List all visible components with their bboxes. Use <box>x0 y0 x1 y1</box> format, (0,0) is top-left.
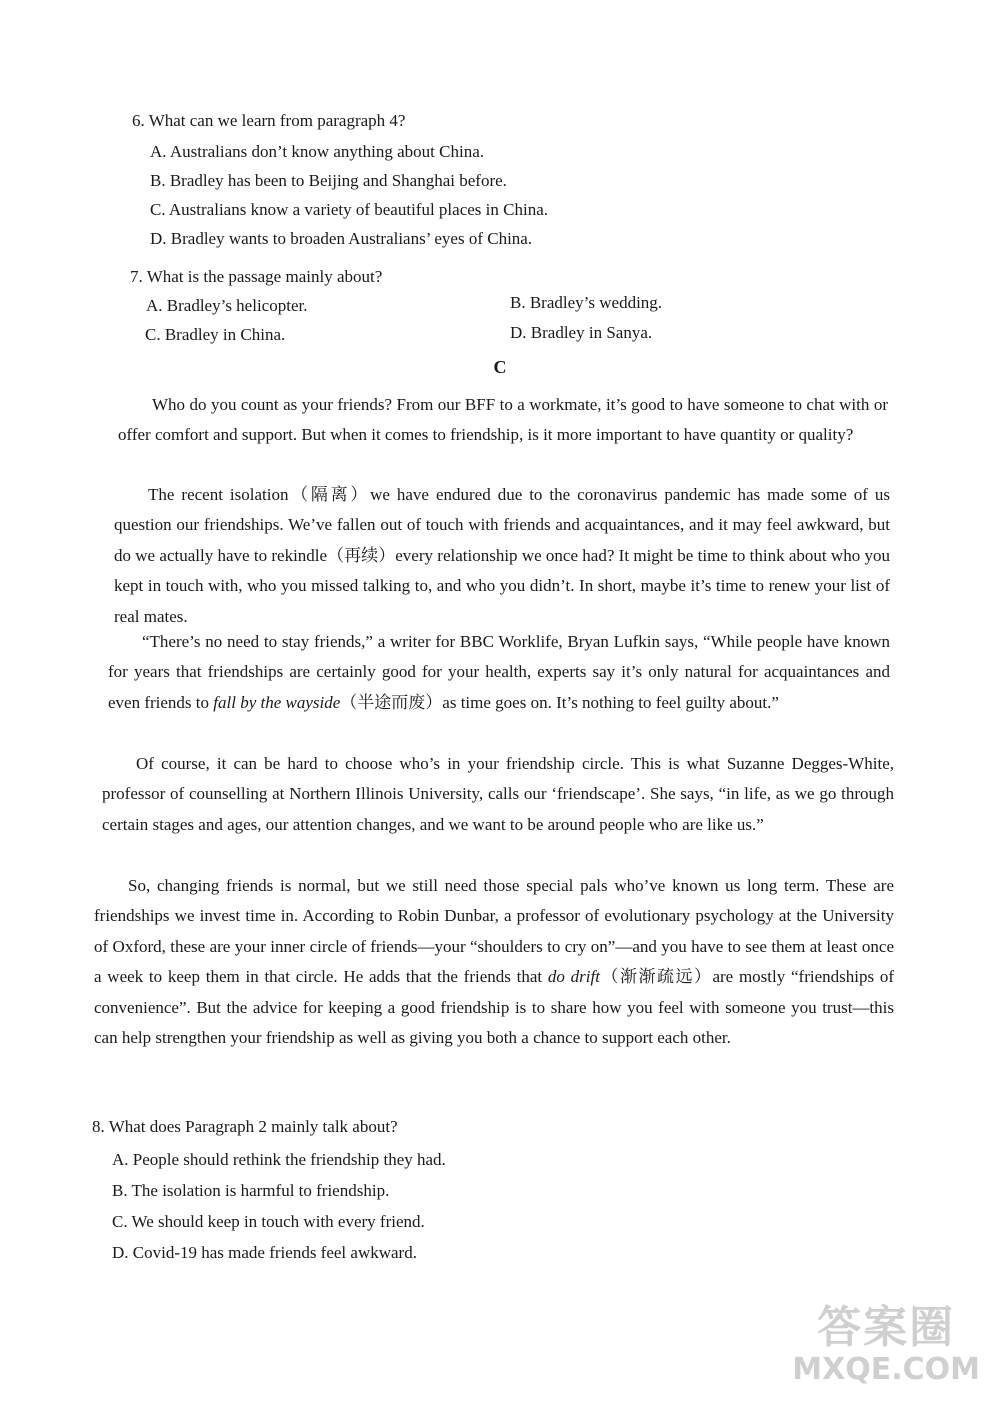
question-6-option-c: C. Australians know a variety of beautiful places in China. <box>150 200 548 219</box>
paragraph-5-text-b: （渐渐疏远）are mostly “friendships of convenience”. But the advice for keeping a good friendship is to share how you feel with someone you trust—this can help strengthen your friendship as well as giving you both a chance to support each other. <box>94 967 894 1048</box>
passage-paragraph-3 <box>108 627 890 718</box>
question-8-option-d: D. Covid-19 has made friends feel awkward. <box>112 1243 417 1262</box>
paragraph-3-text-a: “There’s no need to stay friends,” a writer for BBC Worklife, Bryan Lufkin says, “While people have known for years that friendships are certainly good for your health, experts say it’s only natural for acquaintances and even friends to <box>108 632 890 712</box>
watermark-chinese: 答案圈 <box>817 1302 956 1353</box>
question-7-option-a: A. Bradley’s helicopter. <box>146 296 308 315</box>
site-watermark <box>792 1303 980 1387</box>
question-6-stem: 6. What can we learn from paragraph 4? <box>132 111 406 130</box>
passage-paragraph-2: The recent isolation（隔离）we have endured due to the coronavirus pandemic has made some of us question our friendships. We’ve fallen out of touch with friends and acquaintances, and it may feel awkward, but do we actually have to rekindle（再续）every relationship we once had? It might be time to think about who you kept in touch with, who you missed talking to, and who you didn’t. In short, maybe it’s time to renew your list of real mates. <box>114 485 890 626</box>
question-8-option-c: C. We should keep in touch with every friend. <box>112 1212 425 1231</box>
question-6-option-b: B. Bradley has been to Beijing and Shanghai before. <box>150 171 507 190</box>
paragraph-5-italic-phrase: do drift <box>547 967 600 987</box>
section-c-title: C <box>493 357 507 377</box>
question-7-option-d: D. Bradley in Sanya. <box>510 323 653 342</box>
passage-paragraph-1: Who do you count as your friends? From our BFF to a workmate, it’s good to have someone to chat with or offer comfort and support. But when it comes to friendship, is it more important to have quantity or quality? <box>118 395 888 445</box>
question-7-option-b: B. Bradley’s wedding. <box>510 293 663 312</box>
question-8-option-b: B. The isolation is harmful to friendship. <box>112 1181 390 1200</box>
watermark-domain: MXQE.COM <box>792 1352 980 1387</box>
question-8-option-a: A. People should rethink the friendship they had. <box>112 1150 446 1169</box>
question-6-option-a: A. Australians don’t know anything about China. <box>150 142 484 161</box>
question-8-stem: 8. What does Paragraph 2 mainly talk about? <box>92 1117 398 1136</box>
question-7-option-c: C. Bradley in China. <box>145 325 286 344</box>
paragraph-3-text-b: （半途而废）as time goes on. It’s nothing to feel guilty about.” <box>340 692 779 712</box>
question-6-option-d: D. Bradley wants to broaden Australians’ eyes of China. <box>150 229 533 248</box>
paragraph-3-italic-phrase: fall by the wayside <box>213 692 341 712</box>
passage-paragraph-5 <box>94 871 894 1053</box>
question-7-stem: 7. What is the passage mainly about? <box>130 267 383 286</box>
paragraph-5-text-a: So, changing friends is normal, but we still need those special pals who’ve known us long term. These are friendships we invest time in. According to Robin Dunbar, a professor of evolutionary psychology at the University of Oxford, these are your inner circle of friends—your “shoulders to cry on”—and you have to see them at least once a week to keep them in that circle. He adds that the friends that <box>94 876 894 987</box>
passage-paragraph-4: Of course, it can be hard to choose who’s in your friendship circle. This is what Suzanne Degges-White, professor of counselling at Northern Illinois University, calls our ‘friendscape’. She says, “in life, as we go through certain stages and ages, our attention changes, and we want to be around people who are like us.” <box>102 754 894 834</box>
